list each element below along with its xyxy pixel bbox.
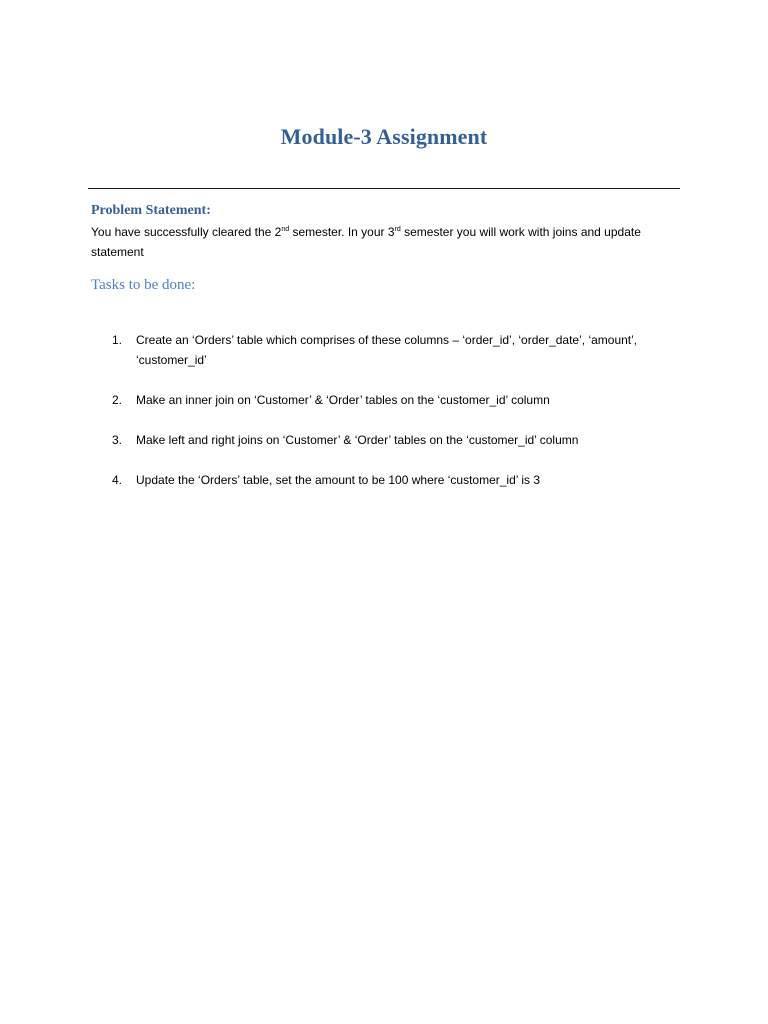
task-number: 4. — [112, 473, 123, 487]
task-text: Make an inner join on ‘Customer’ & ‘Order’ tables on the ‘customer_id’ column — [136, 393, 550, 407]
task-text: Create an ‘Orders’ table which comprises of these columns – ‘order_id’, ‘order_date’, ‘amount’, ‘customer_id’ — [136, 333, 638, 367]
problem-text-part: semester. In your 3 — [289, 225, 395, 239]
problem-statement-text — [91, 222, 691, 262]
problem-text-part: You have successfully cleared the 2 — [91, 225, 282, 239]
task-text: Make left and right joins on ‘Customer’ & ‘Order’ tables on the ‘customer_id’ column — [136, 433, 579, 447]
problem-text-part: semester you will work with joins and update statement — [91, 225, 641, 259]
ordinal-suffix: nd — [281, 226, 290, 233]
task-text: Update the ‘Orders’ table, set the amount to be 100 where ‘customer_id’ is 3 — [136, 473, 540, 487]
task-number: 2. — [112, 393, 123, 407]
task-number: 3. — [112, 433, 123, 447]
problem-statement-heading: Problem Statement: — [91, 203, 211, 218]
tasks-heading: Tasks to be done: — [91, 277, 196, 293]
title-divider — [88, 188, 680, 189]
task-number: 1. — [112, 333, 123, 347]
ordinal-suffix: rd — [394, 226, 401, 233]
document-title: Module-3 Assignment — [280, 124, 488, 149]
